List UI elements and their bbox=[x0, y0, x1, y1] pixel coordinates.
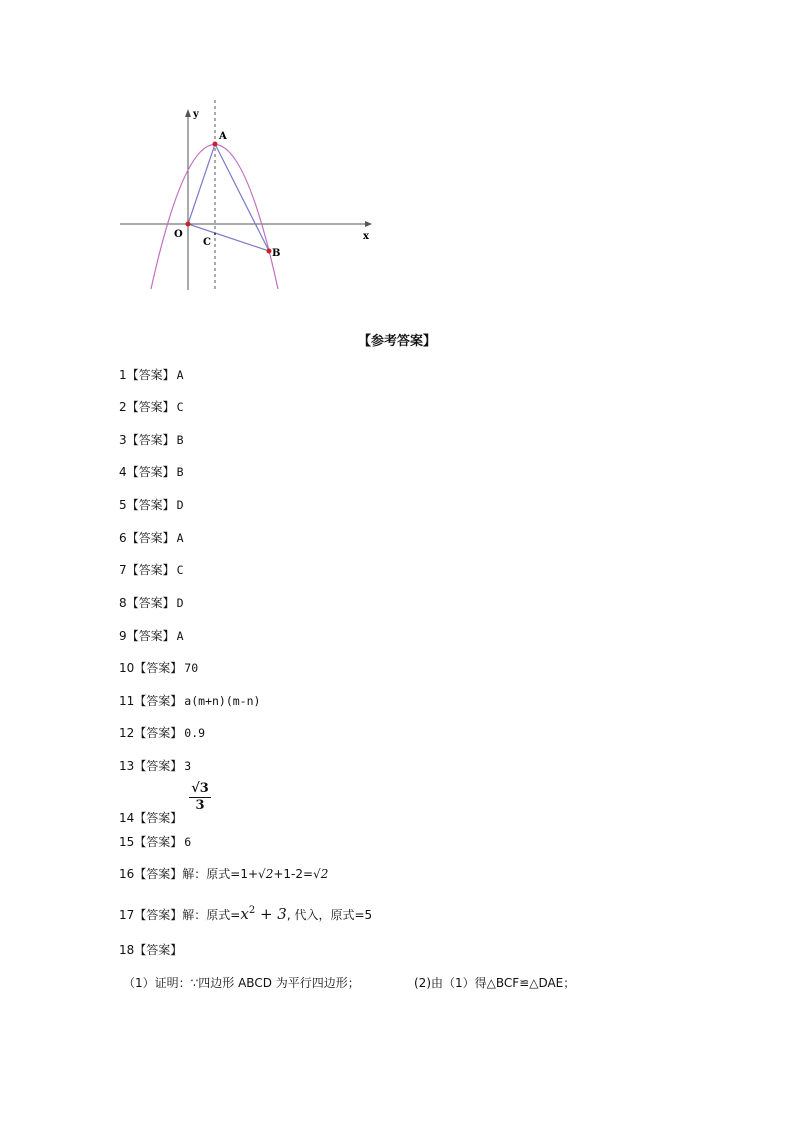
answer-value: B bbox=[176, 433, 184, 447]
point-a bbox=[213, 142, 218, 147]
answer-number: 9 bbox=[119, 629, 127, 643]
answer-row bbox=[119, 757, 191, 774]
label-x: x bbox=[363, 231, 369, 242]
answer-number: 15 bbox=[119, 835, 135, 849]
answer-value: D bbox=[176, 596, 184, 610]
answer-value: 0.9 bbox=[184, 726, 206, 740]
expr-base: x bbox=[240, 905, 249, 923]
answer-label: 【答案】 bbox=[134, 726, 183, 740]
solution-text: +1-2= bbox=[273, 867, 314, 881]
answer-label: 【答案】 bbox=[134, 811, 183, 825]
point-o bbox=[186, 222, 191, 227]
point-c bbox=[214, 233, 216, 235]
answer-label: 【答案】 bbox=[134, 661, 183, 675]
proof-line bbox=[414, 974, 575, 991]
answer-row bbox=[119, 833, 191, 850]
proof-part-1: （1）证明：∵四边形 ABCD 为平行四边形； bbox=[123, 976, 360, 990]
proof-part-2: (2)由（1）得△BCF≌△DAE； bbox=[414, 976, 576, 990]
math-expression bbox=[240, 905, 287, 923]
answer-label: 【答案】 bbox=[126, 596, 175, 610]
answer-value: C bbox=[176, 563, 184, 577]
answer-value: 70 bbox=[184, 661, 199, 675]
answer-row bbox=[119, 431, 184, 448]
answer-label: 【答案】 bbox=[126, 629, 175, 643]
sqrt-expression: √2 bbox=[258, 867, 274, 881]
label-a: A bbox=[219, 131, 227, 142]
expr-exponent: 2 bbox=[248, 905, 256, 916]
answer-label: 【答案】 bbox=[126, 563, 175, 577]
answer-number: 6 bbox=[119, 531, 127, 545]
x-axis-arrow-icon bbox=[365, 221, 372, 227]
answer-label: 【答案】 bbox=[126, 433, 175, 447]
answer-label: 【答案】 bbox=[126, 465, 175, 479]
answer-value: C bbox=[176, 400, 184, 414]
answer-value: B bbox=[176, 465, 184, 479]
expr-rest: + 3 bbox=[255, 905, 287, 923]
label-c: C bbox=[203, 237, 211, 248]
answer-label: 【答案】 bbox=[134, 867, 183, 881]
answer-number: 17 bbox=[119, 908, 135, 922]
fraction-numerator: √3 bbox=[189, 782, 211, 798]
answer-row bbox=[119, 398, 184, 415]
solution-text: , 代入，原式=5 bbox=[286, 908, 373, 922]
answer-label: 【答案】 bbox=[126, 368, 175, 382]
answer-label: 【答案】 bbox=[126, 400, 175, 414]
answer-row bbox=[119, 529, 184, 546]
answer-number: 4 bbox=[119, 465, 127, 479]
answer-number: 2 bbox=[119, 400, 127, 414]
label-o: O bbox=[174, 229, 183, 240]
answer-row-17 bbox=[119, 905, 372, 923]
answer-label: 【答案】 bbox=[134, 694, 183, 708]
answer-number: 5 bbox=[119, 498, 127, 512]
answer-number: 7 bbox=[119, 563, 127, 577]
answer-row-16 bbox=[119, 865, 328, 882]
answer-value: A bbox=[176, 629, 184, 643]
y-axis-arrow-icon bbox=[185, 109, 191, 117]
page-title: 【参考答案】 bbox=[357, 334, 436, 349]
answer-row bbox=[119, 941, 182, 958]
proof-line bbox=[123, 974, 360, 991]
answer-number: 8 bbox=[119, 596, 127, 610]
answer-label: 【答案】 bbox=[126, 531, 175, 545]
answer-number: 3 bbox=[119, 433, 127, 447]
fraction-denominator: 3 bbox=[195, 798, 205, 813]
answer-label: 【答案】 bbox=[134, 908, 183, 922]
answer-number: 16 bbox=[119, 867, 135, 881]
solution-text: 解：原式= bbox=[182, 908, 241, 922]
label-y: y bbox=[193, 109, 199, 120]
fraction-sqrt3-over-3 bbox=[189, 782, 211, 813]
answer-row bbox=[119, 496, 184, 513]
parabola-figure bbox=[110, 95, 390, 295]
answer-row-14 bbox=[119, 809, 182, 826]
answer-value: a(m+n)(m-n) bbox=[184, 694, 261, 708]
answer-row bbox=[119, 692, 260, 709]
answer-number: 13 bbox=[119, 759, 135, 773]
answer-number: 12 bbox=[119, 726, 135, 740]
answer-row bbox=[119, 627, 184, 644]
answer-value: 3 bbox=[184, 759, 192, 773]
triangle-oab bbox=[188, 144, 269, 251]
answer-number: 10 bbox=[119, 661, 135, 675]
answer-row bbox=[119, 463, 184, 480]
answer-value: D bbox=[176, 498, 184, 512]
label-b: B bbox=[272, 248, 281, 259]
answer-label: 【答案】 bbox=[134, 759, 183, 773]
answer-value: 6 bbox=[184, 835, 192, 849]
sqrt-expression: √2 bbox=[313, 867, 329, 881]
answer-number: 11 bbox=[119, 694, 135, 708]
answer-row bbox=[119, 724, 205, 741]
answer-row bbox=[119, 366, 184, 383]
answer-number: 18 bbox=[119, 943, 135, 957]
answer-number: 1 bbox=[119, 368, 127, 382]
answer-label: 【答案】 bbox=[126, 498, 175, 512]
answer-value: A bbox=[176, 531, 184, 545]
answer-row bbox=[119, 594, 184, 611]
answer-row bbox=[119, 561, 184, 578]
answer-label: 【答案】 bbox=[134, 943, 183, 957]
answer-number: 14 bbox=[119, 811, 135, 825]
answer-value: A bbox=[176, 368, 184, 382]
solution-text: 解：原式=1+ bbox=[182, 867, 259, 881]
answer-row bbox=[119, 659, 198, 676]
point-b bbox=[267, 249, 272, 254]
answer-label: 【答案】 bbox=[134, 835, 183, 849]
